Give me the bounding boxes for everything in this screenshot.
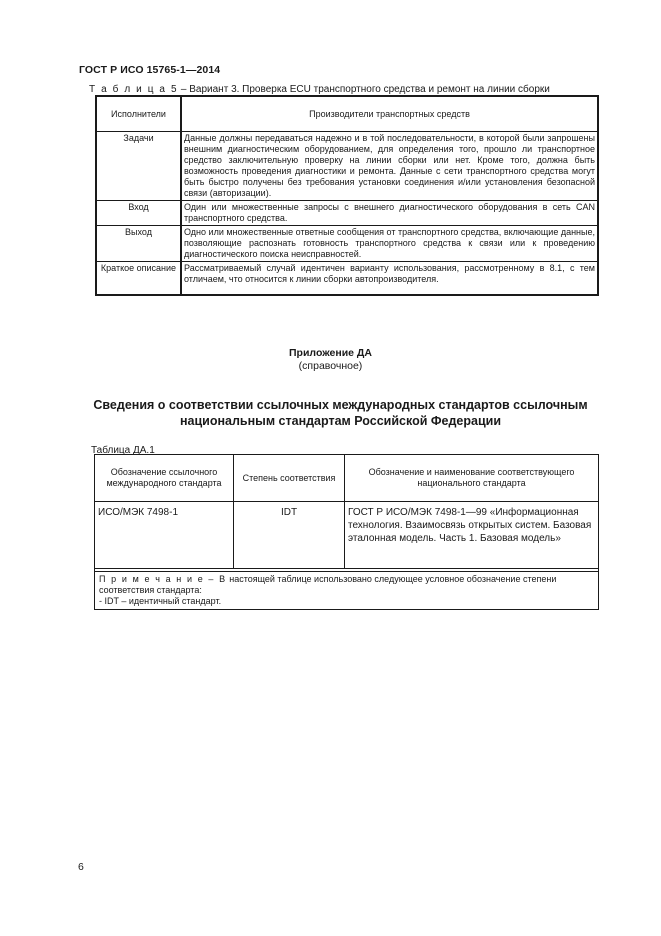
tableDA	[94, 454, 599, 610]
table5-row-label: Краткое описание	[96, 262, 181, 296]
tableDA-cell-national: ГОСТ Р ИСО/МЭК 7498-1—99 «Информационная технология. Взаимосвязь открытых систем. Базовая эталонная модель. Часть 1. Базовая модель»	[345, 502, 599, 569]
tableDA-cell-intl: ИСО/МЭК 7498-1	[95, 502, 234, 569]
note-item: - IDT – идентичный стандарт.	[99, 596, 222, 606]
table5-row-text: Одно или множественные ответные сообщения от транспортного средства, включающие данные, позволяющие распознать готовность транспортного средства к связи или к проведению диагностического поиска неисправностей.	[181, 226, 598, 262]
table5-row-label: Задачи	[96, 132, 181, 201]
table-row	[95, 502, 599, 569]
table5-header-row	[96, 96, 598, 132]
note-label: П р и м е ч а н и е – В	[99, 574, 227, 584]
table5-row-tasks	[96, 132, 598, 201]
tableDA-caption: Таблица ДА.1	[91, 445, 155, 456]
table5-row-label: Вход	[96, 201, 181, 226]
note-text: настоящей таблице использовано следующее условное обозначение степени соответствия стандарта:	[99, 574, 557, 595]
table5-row-text: Один или множественные запросы с внешнего диагностического оборудования в сеть CAN транспортного средства.	[181, 201, 598, 226]
table5-row-text: Рассматриваемый случай идентичен варианту использования, рассмотренному в 8.1, с тем отличаем, что относится к линии сборки автопроизводителя.	[181, 262, 598, 296]
table5-row-output	[96, 226, 598, 262]
tableDA-header-row	[95, 455, 599, 502]
section-heading: Сведения о соответствии ссылочных международных стандартов ссылочным национальным стандартам Российской Федерации	[93, 398, 588, 428]
document-id: ГОСТ Р ИСО 15765-1—2014	[79, 64, 221, 76]
page-number: 6	[78, 861, 84, 873]
table5-caption-label: Т а б л и ц а 5	[89, 84, 179, 95]
table5-row-input	[96, 201, 598, 226]
table5-row-summary	[96, 262, 598, 296]
tableDA-header-intl: Обозначение ссылочного международного стандарта	[95, 455, 234, 502]
appendix-subtitle: (справочное)	[298, 360, 363, 372]
tableDA-note-row	[95, 572, 599, 610]
table5	[95, 95, 599, 296]
tableDA-cell-degree: IDT	[234, 502, 345, 569]
table5-row-text: Данные должны передаваться надежно и в той последовательности, в которой были запрошены внешним диагностическим оборудованием, для определения того, прошло ли транспортное средство заключительную проверку на линии сборки или нет. Кроме того, должна быть возможность проведения диагностики и ремонта. Данные с сети транспортного средства могут быть быстро получены без требования установки соединения и/или установления безопасной связи (авторизации).	[181, 132, 598, 201]
table5-header-manufacturers: Производители транспортных средств	[181, 96, 598, 132]
tableDA-header-degree: Степень соответствия	[234, 455, 345, 502]
table5-row-label: Выход	[96, 226, 181, 262]
table5-caption	[89, 84, 550, 95]
tableDA-header-national: Обозначение и наименование соответствующего национального стандарта	[345, 455, 599, 502]
appendix-title: Приложение ДА	[289, 347, 372, 359]
tableDA-note	[95, 572, 599, 610]
table5-caption-title: – Вариант 3. Проверка ECU транспортного средства и ремонт на линии сборки	[178, 84, 550, 95]
table5-header-performers: Исполнители	[96, 96, 181, 132]
